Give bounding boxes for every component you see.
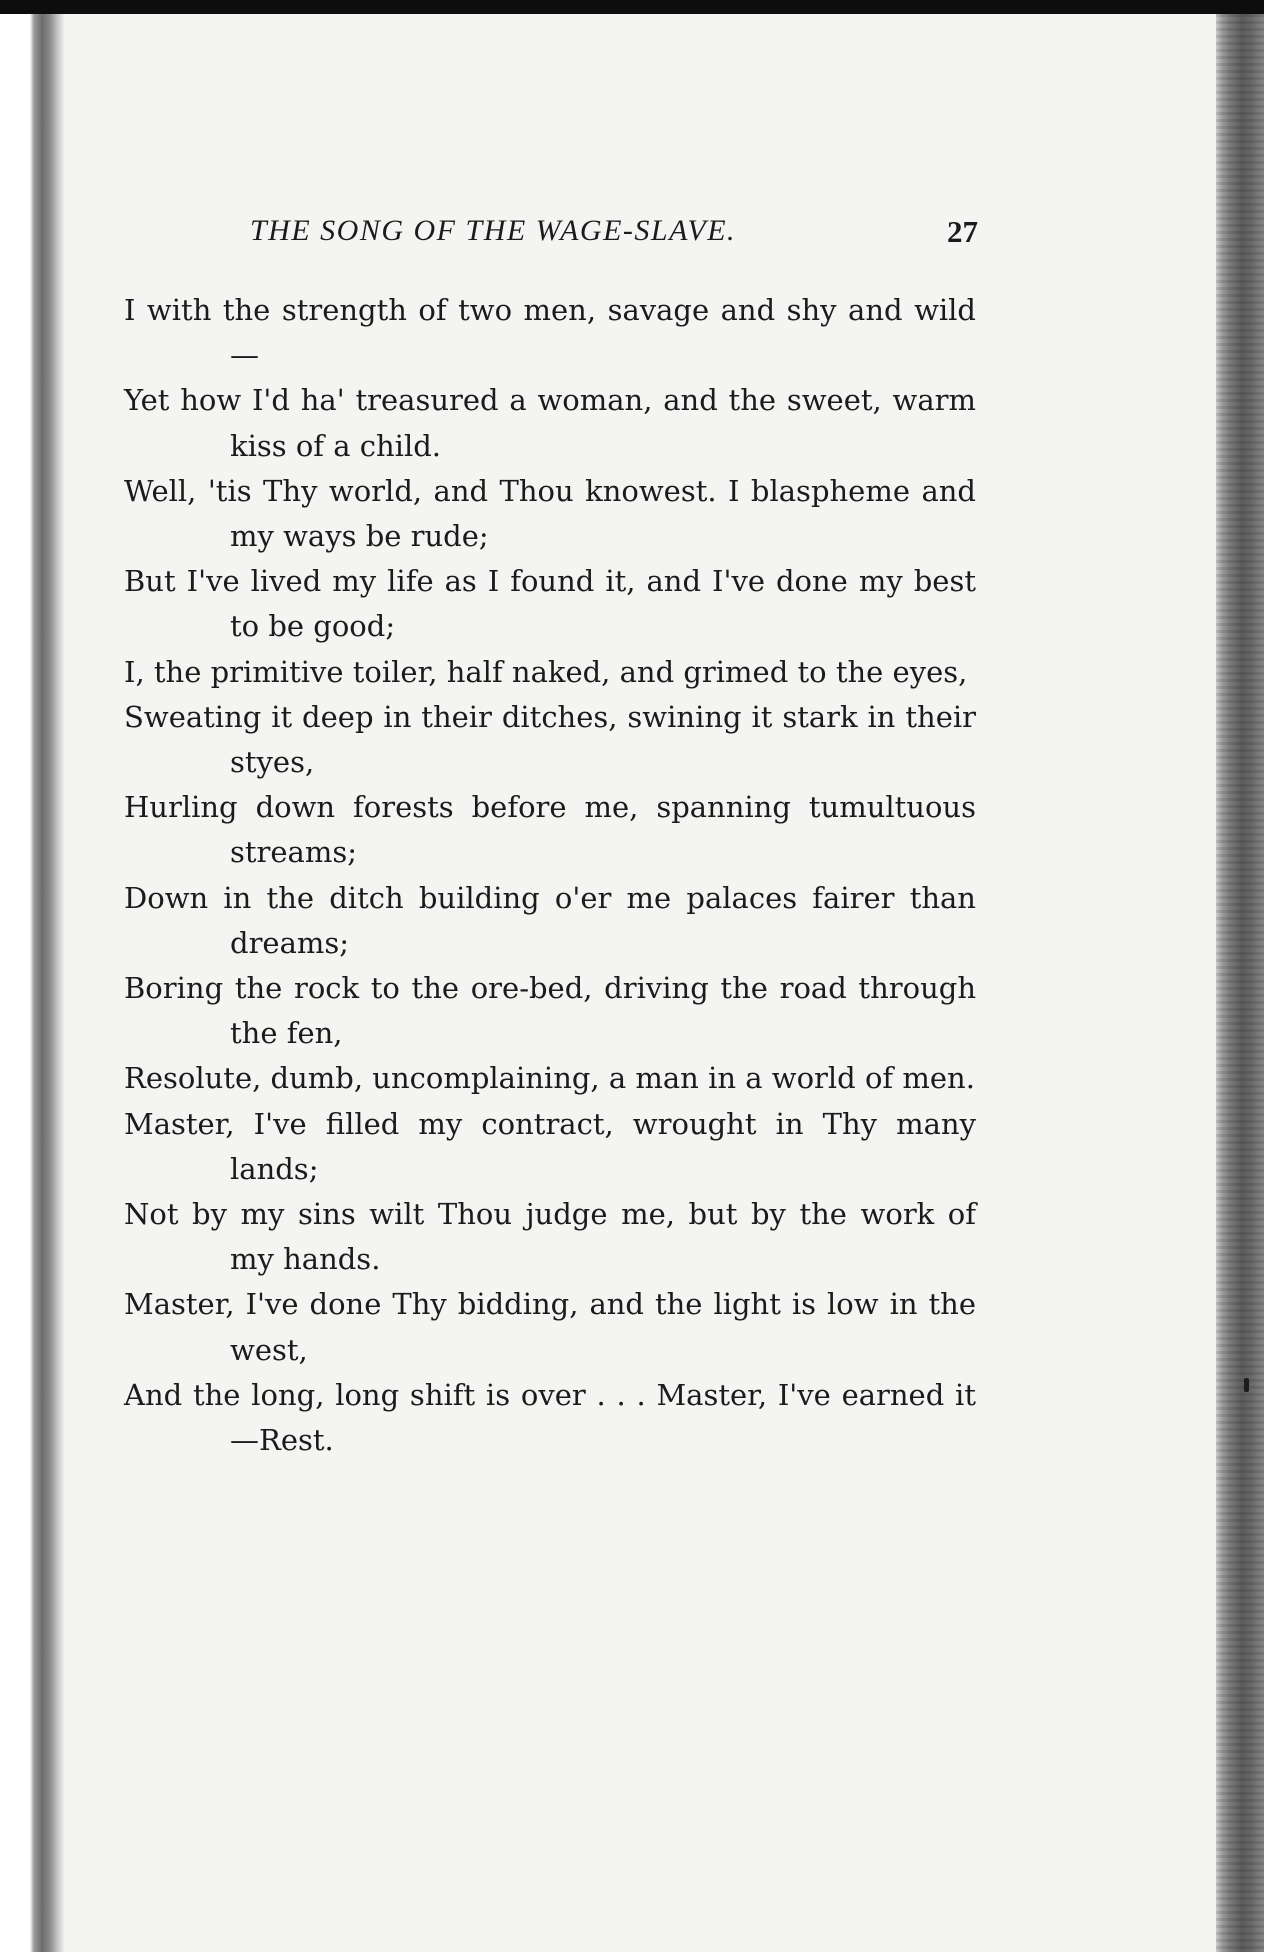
book-page-edge bbox=[1216, 14, 1264, 1952]
poem-line: I with the strength of two men, savage and shy and wild— bbox=[124, 293, 976, 373]
scan-border bbox=[0, 0, 1264, 14]
page-gutter-shadow bbox=[0, 14, 64, 1952]
poem-line: But I've lived my life as I found it, and I've done my best to be good; bbox=[124, 564, 976, 644]
poem-line: Boring the rock to the ore-bed, driving the road through the fen, bbox=[124, 971, 976, 1051]
poem-line: Resolute, dumb, uncomplaining, a man in a world of men. bbox=[124, 1061, 975, 1096]
poem-line: Master, I've done Thy bidding, and the light is low in the west, bbox=[124, 1287, 976, 1367]
poem-line: And the long, long shift is over . . . Master, I've earned it—Rest. bbox=[124, 1377, 976, 1458]
poem-body bbox=[124, 288, 976, 1463]
page-number: 27 bbox=[947, 214, 978, 249]
poem-line: Down in the ditch building o'er me palaces fairer than dreams; bbox=[124, 880, 976, 960]
page-header bbox=[250, 214, 980, 254]
poem-line: Master, I've filled my contract, wrought in Thy many lands; bbox=[124, 1106, 976, 1186]
running-title: THE SONG OF THE WAGE-SLAVE. bbox=[250, 214, 737, 247]
poem-line: Sweating it deep in their ditches, swining it stark in their styes, bbox=[124, 699, 976, 780]
poem-line: Hurling down forests before me, spanning tumultuous streams; bbox=[124, 790, 976, 870]
poem-line: Not by my sins wilt Thou judge me, but by the work of my hands. bbox=[124, 1197, 976, 1277]
poem-line: Well, 'tis Thy world, and Thou knowest. I blaspheme and my ways be rude; bbox=[124, 473, 976, 554]
poem-line: I, the primitive toiler, half naked, and grimed to the eyes, bbox=[124, 654, 968, 689]
edge-mark bbox=[1244, 1378, 1249, 1392]
poem-line: Yet how I'd ha' treasured a woman, and the sweet, warm kiss of a child. bbox=[124, 383, 976, 463]
